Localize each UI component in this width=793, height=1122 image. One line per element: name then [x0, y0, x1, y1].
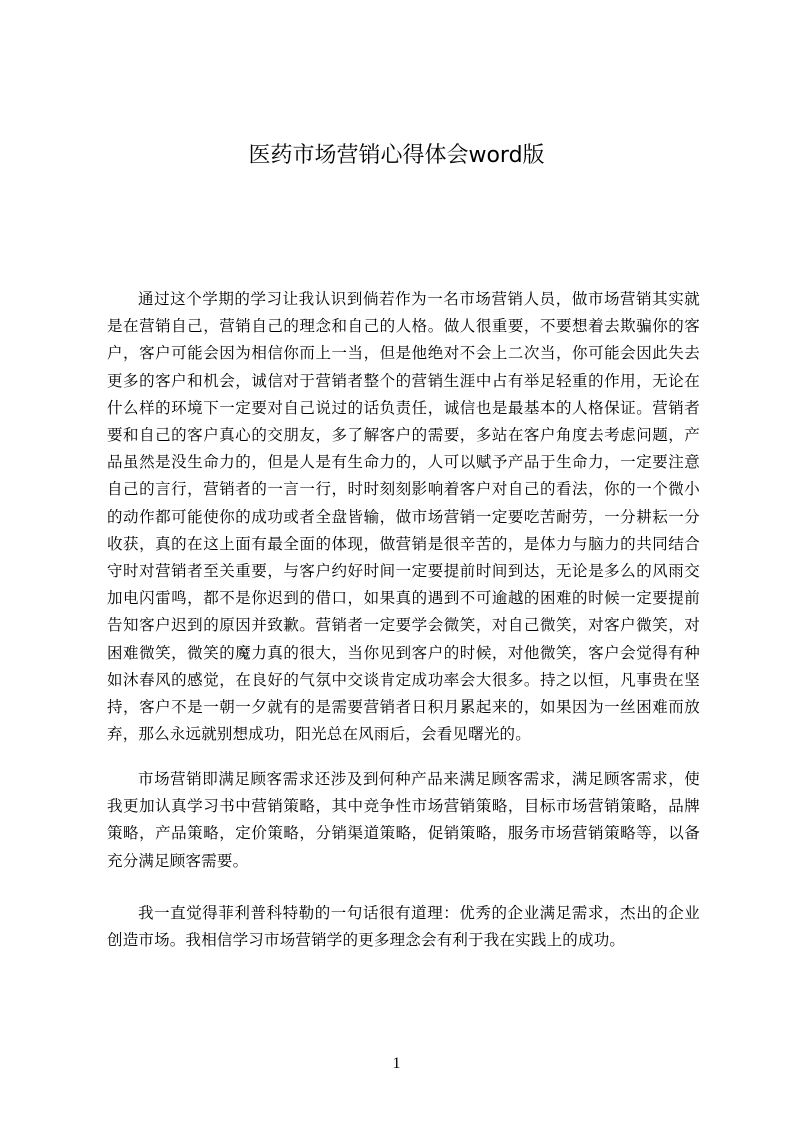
- paragraph-2: 市场营销即满足顾客需求还涉及到何种产品来满足顾客需求，满足顾客需求，使我更加认真学习书中营销策略，其中竞争性市场营销策略，目标市场营销策略，品牌策略，产品策略，定价策略，分销渠道策略，促销策略，服务市场营销策略等，以备充分满足顾客需要。: [107, 770, 700, 870]
- paragraph-1: 通过这个学期的学习让我认识到倘若作为一名市场营销人员，做市场营销其实就是在营销自己，营销自己的理念和自己的人格。做人很重要，不要想着去欺骗你的客户，客户可能会因为相信你而上一当，但是他绝对不会上二次当，你可能会因此失去更多的客户和机会，诚信对于营销者整个的营销生涯中占有举足轻重的作用，无论在什么样的环境下一定要对自己说过的话负责任，诚信也是最基本的人格保证。营销者要和自己的客户真心的交朋友，多了解客户的需要，多站在客户角度去考虑问题，产品虽然是没生命力的，但是人是有生命力的，人可以赋予产品于生命力，一定要注意自己的言行，营销者的一言一行，时时刻刻影响着客户对自己的看法，你的一个微小的动作都可能使你的成功或者全盘皆输，做市场营销一定要吃苦耐劳，一分耕耘一分收获，真的在这上面有最全面的体现，做营销是很辛苦的，是体力与脑力的共同结合守时对营销者至关重要，与客户约好时间一定要提前时间到达，无论是多么的风雨交加电闪雷鸣，都不是你迟到的借口，如果真的遇到不可逾越的困难的时候一定要提前告知客户迟到的原因并致歉。营销者一定要学会微笑，对自己微笑，对客户微笑，对困难微笑，微笑的魔力真的很大，当你见到客户的时候，对他微笑，客户会觉得有种如沐春风的感觉，在良好的气氛中交谈肯定成功率会大很多。持之以恒，凡事贵在坚持，客户不是一朝一夕就有的是需要营销者日积月累起来的，如果因为一丝困难而放弃，那么永远就别想成功，阳光总在风雨后，会看见曙光的。: [107, 290, 700, 744]
- document-title: 医药市场营销心得体会word版: [248, 143, 545, 168]
- page-number: 1: [392, 1055, 401, 1072]
- paragraph-3: 我一直觉得菲利普科特勒的一句话很有道理：优秀的企业满足需求，杰出的企业创造市场。我相信学习市场营销学的更多理念会有利于我在实践上的成功。: [107, 904, 700, 950]
